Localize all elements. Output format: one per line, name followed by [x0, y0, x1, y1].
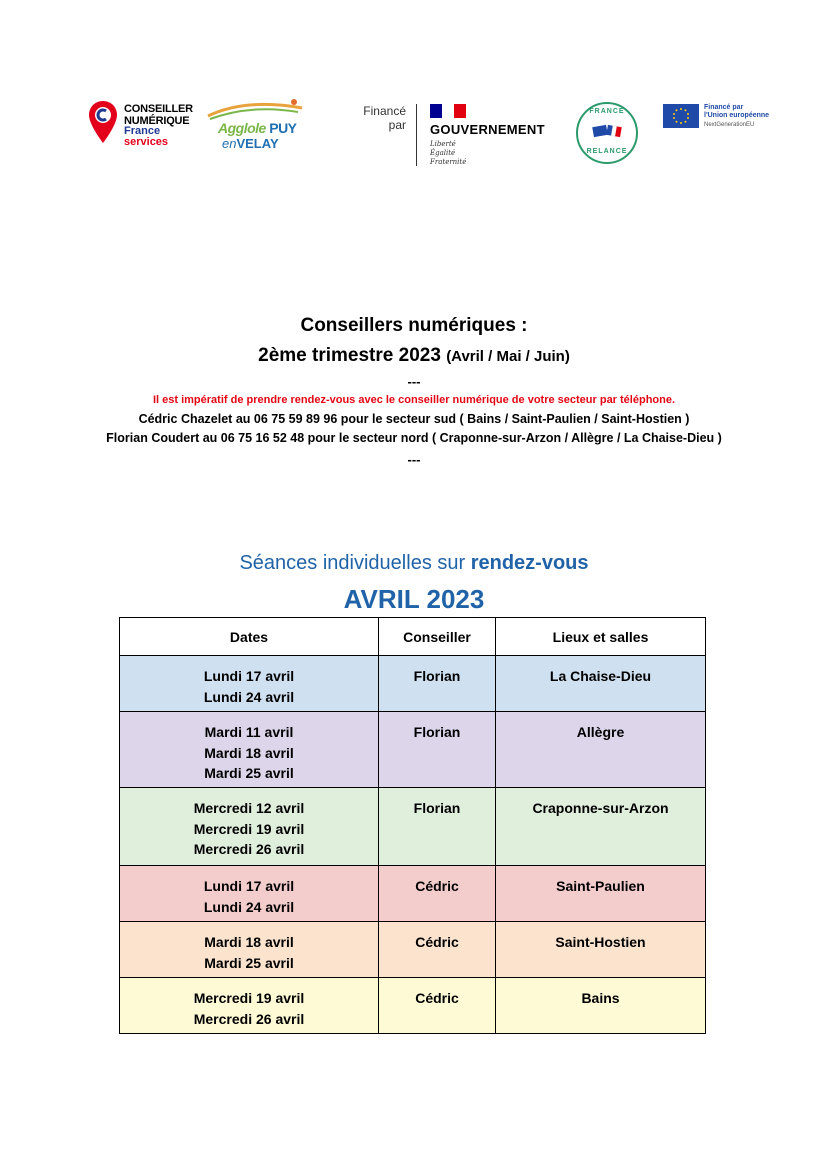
- table-row: [120, 656, 706, 712]
- column-header: Lieux et salles: [496, 618, 706, 656]
- section-subtitle: Séances individuelles sur rendez-vous: [239, 552, 589, 574]
- conseiller-numerique-logo: CONSEILLER NUMÉRIQUE France services: [88, 100, 203, 148]
- date-entry: Mardi 25 avril: [204, 954, 294, 971]
- table-header-row: [120, 618, 706, 656]
- logo-bar: [0, 96, 828, 176]
- lieu-cell: Saint-Paulien: [496, 866, 706, 922]
- agglo-puy-logo: Agglole PUY enVELAY: [206, 98, 306, 154]
- conseiller-cell: Florian: [379, 788, 496, 866]
- dates-cell: [120, 788, 379, 866]
- date-entry: Mardi 18 avril: [204, 744, 294, 761]
- dates-cell: [120, 978, 379, 1034]
- month-title: AVRIL 2023: [343, 584, 485, 614]
- date-entry: Lundi 24 avril: [203, 688, 295, 705]
- date-entry: Mercredi 12 avril: [193, 800, 305, 816]
- finance-par-label: Financé par: [363, 104, 406, 132]
- lieu-cell: Allègre: [496, 712, 706, 788]
- flags-icon: [592, 123, 622, 141]
- lieu-cell: Craponne-sur-Arzon: [496, 788, 706, 866]
- date-entry: Mardi 25 avril: [204, 765, 294, 781]
- date-entry: Mardi 11 avril: [204, 724, 294, 740]
- date-entry: Lundi 17 avril: [203, 668, 295, 684]
- lieu-cell: La Chaise-Dieu: [496, 656, 706, 712]
- eu-flag-icon: [663, 104, 699, 128]
- gouvernement-logo: GOUVERNEMENT Liberté Égalité Fraternité: [430, 104, 560, 168]
- separator: ---: [407, 452, 421, 467]
- french-flag-icon: [430, 104, 468, 118]
- table-row: [120, 922, 706, 978]
- date-entry: Mercredi 19 avril: [193, 820, 305, 837]
- contact-nord: Florian Coudert au 06 75 16 52 48 pour le secteur nord ( Craponne-sur-Arzon / Allègre / La Chaise-Dieu ): [106, 431, 722, 445]
- lieu-cell: Saint-Hostien: [496, 922, 706, 978]
- date-entry: Lundi 24 avril: [203, 898, 295, 915]
- divider: [416, 104, 417, 166]
- separator: ---: [407, 374, 421, 389]
- date-entry: Mercredi 26 avril: [193, 1010, 305, 1027]
- dates-cell: [120, 656, 379, 712]
- eu-funding-logo: Financé par l'Union européenne NextGenerationEU: [663, 104, 783, 134]
- table-row: [120, 788, 706, 866]
- date-entry: Lundi 17 avril: [203, 878, 295, 894]
- schedule-table: [119, 617, 706, 1034]
- date-entry: Mercredi 19 avril: [193, 990, 305, 1006]
- table-row: [120, 978, 706, 1034]
- page-title: Conseillers numériques :: [300, 315, 528, 336]
- lieu-cell: Bains: [496, 978, 706, 1034]
- dates-cell: [120, 712, 379, 788]
- conseiller-cell: Cédric: [379, 866, 496, 922]
- warning-text: Il est impératif de prendre rendez-vous avec le conseiller numérique de votre secteur par téléphone.: [152, 394, 676, 406]
- france-relance-logo: FRANCE RELANCE: [576, 102, 638, 164]
- conseiller-cell: Florian: [379, 656, 496, 712]
- table-row: [120, 712, 706, 788]
- dates-cell: [120, 922, 379, 978]
- column-header: Dates: [120, 618, 379, 656]
- swoosh-icon: [206, 98, 306, 120]
- date-entry: Mercredi 26 avril: [193, 841, 305, 857]
- column-header: Conseiller: [379, 618, 496, 656]
- map-pin-icon: [88, 100, 118, 144]
- date-entry: Mardi 18 avril: [204, 934, 294, 950]
- table-row: [120, 866, 706, 922]
- conseiller-cell: Florian: [379, 712, 496, 788]
- conseiller-cell: Cédric: [379, 922, 496, 978]
- contact-sud: Cédric Chazelet au 06 75 59 89 96 pour le secteur sud ( Bains / Saint-Paulien / Saint-Hostien ): [138, 412, 690, 426]
- period-title: 2ème trimestre 2023 (Avril / Mai / Juin): [258, 345, 570, 366]
- dates-cell: [120, 866, 379, 922]
- conseiller-cell: Cédric: [379, 978, 496, 1034]
